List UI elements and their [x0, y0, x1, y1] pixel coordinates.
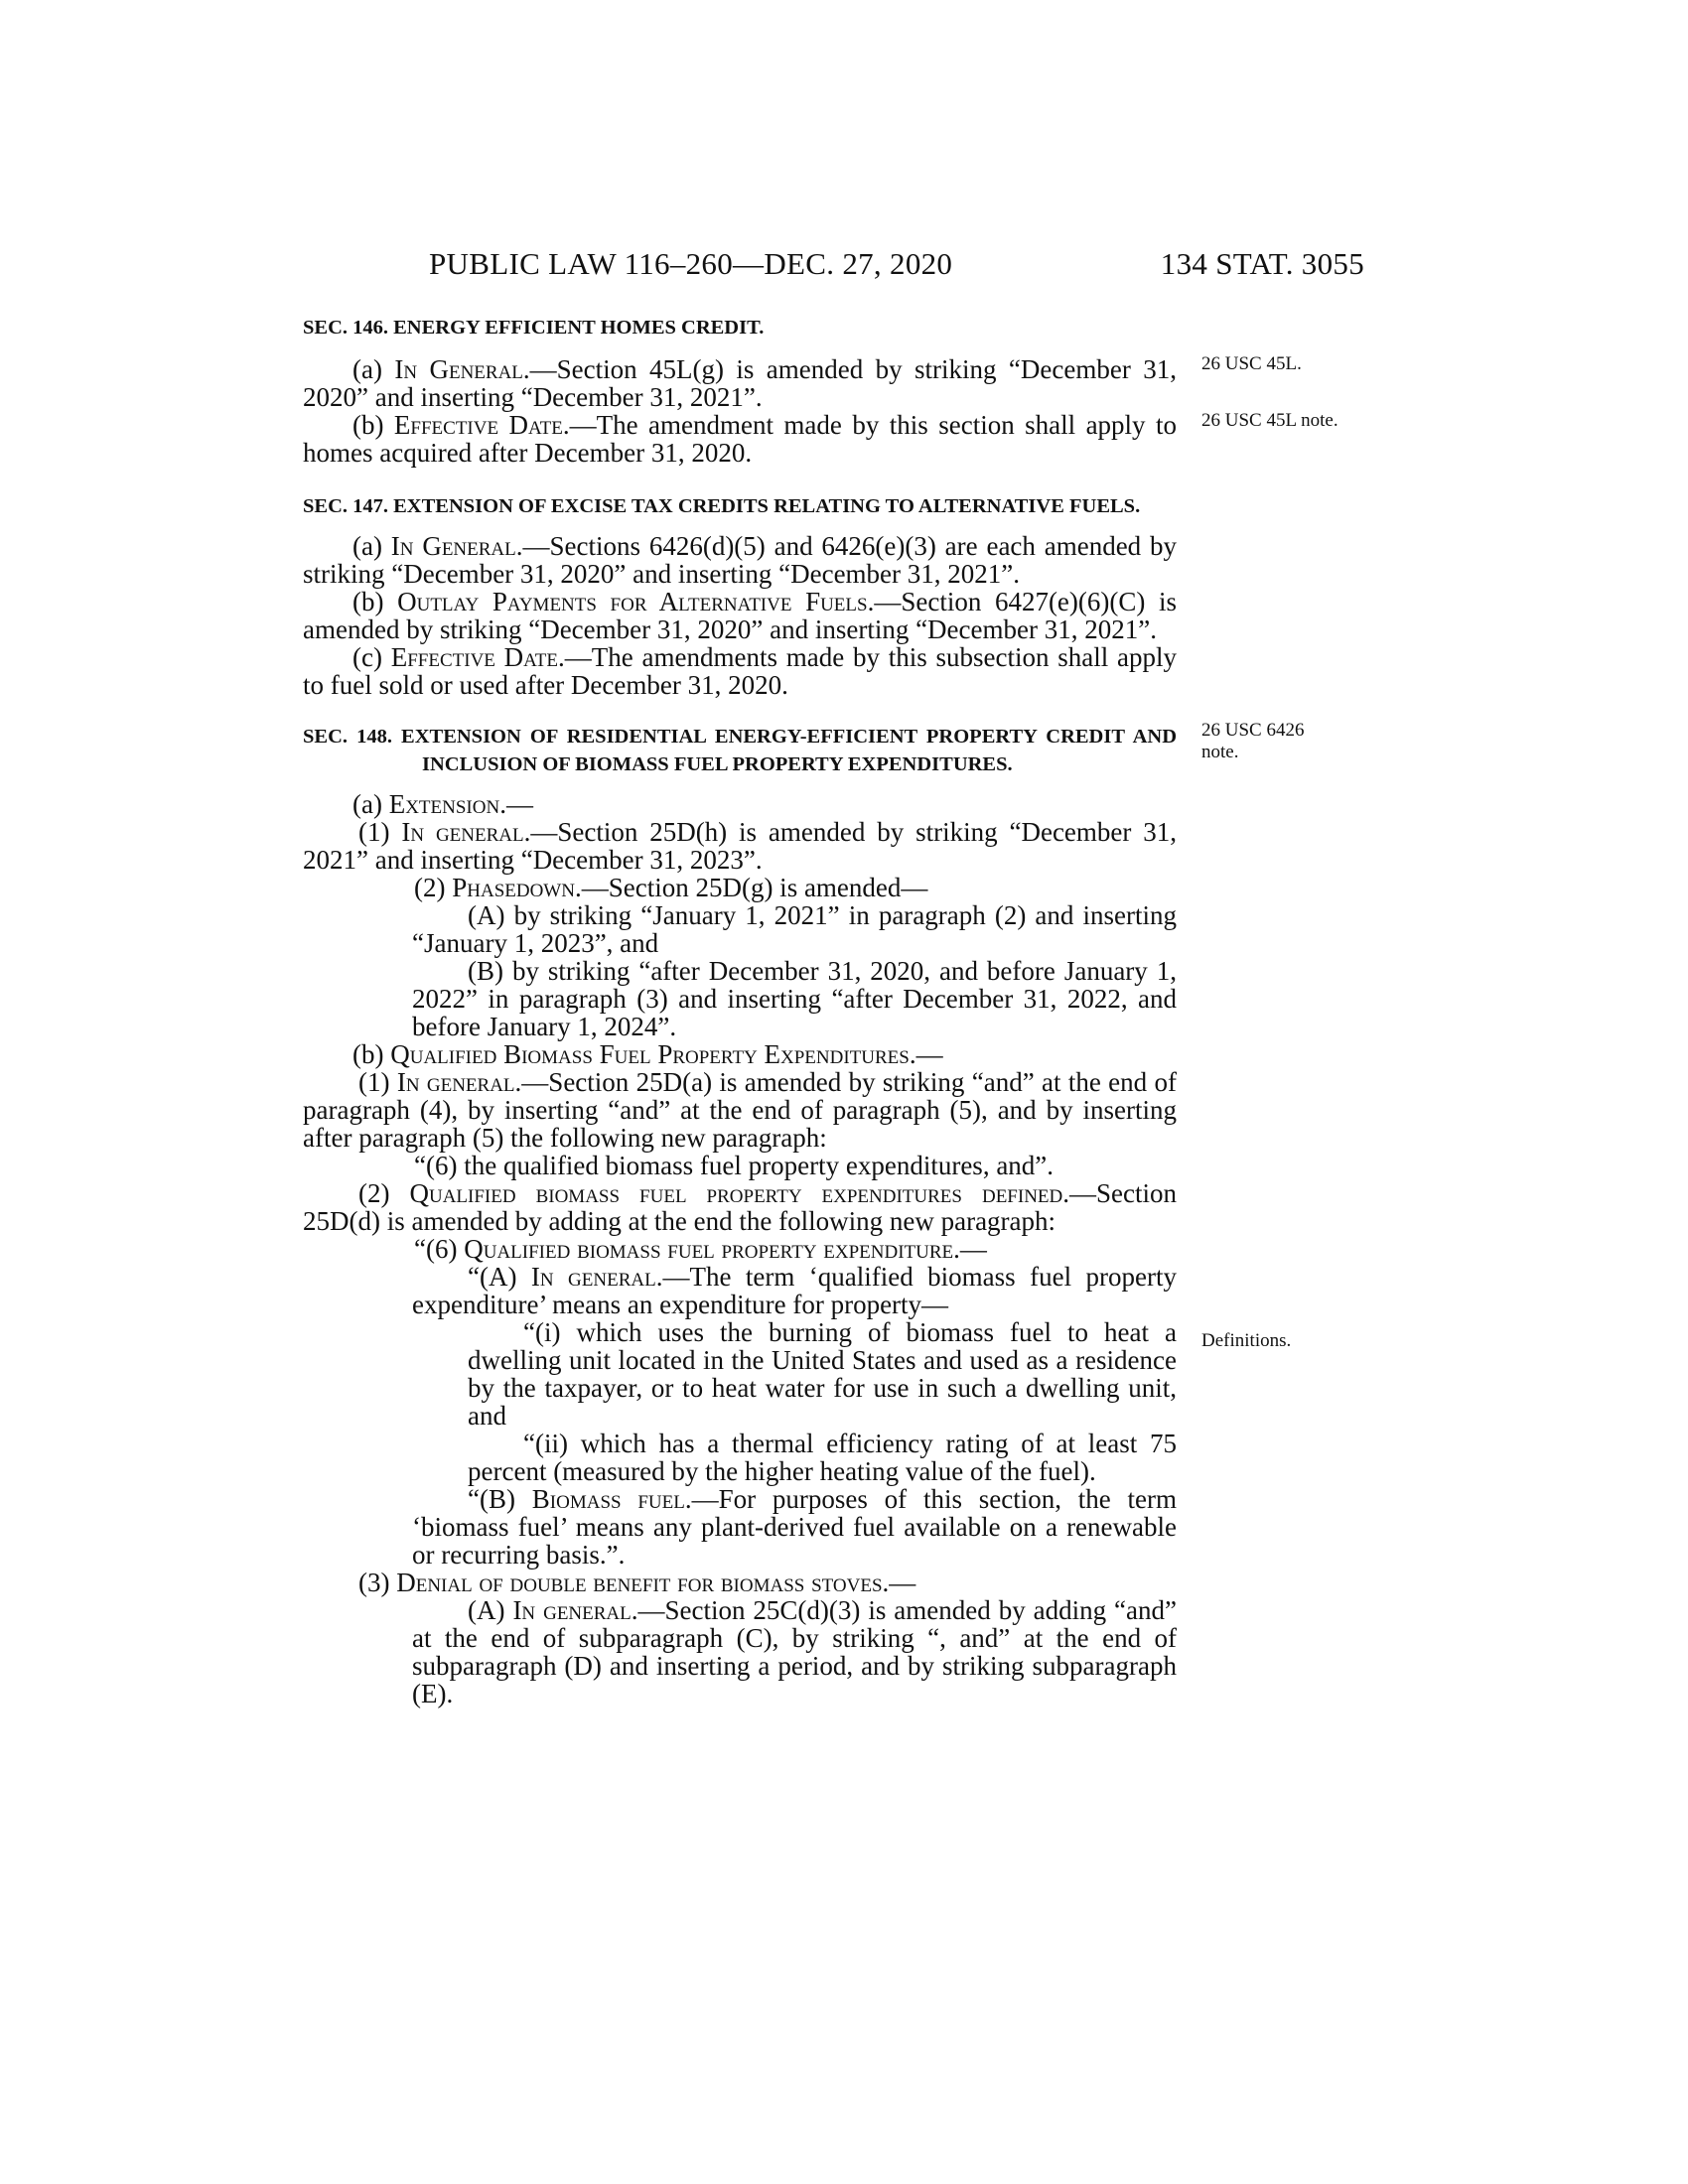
header-title: PUBLIC LAW 116–260—DEC. 27, 2020: [429, 246, 953, 281]
sec148-b3-subparagraph-a: (A) In general.—Section 25C(d)(3) is amended by adding “and” at the end of subparagraph (C), by striking “, and” at the end of subparagraph (D) and inserting a period, and by striking subparagraph (E).: [412, 1595, 1178, 1708]
sec146-subsection-a: (a) In General.—Section 45L(g) is amended by striking “December 31, 2020” and inserting “December 31, 2021”.: [303, 354, 1177, 412]
section-146-heading: SEC. 146. ENERGY EFFICIENT HOMES CREDIT.: [303, 317, 765, 339]
document-body: [303, 314, 1177, 1707]
sec148-a-paragraph-1: (1) In general.—Section 25D(h) is amended by striking “December 31, 2021” and inserting “December 31, 2023”.: [303, 817, 1178, 875]
sec147-subsection-a: (a) In General.—Sections 6426(d)(5) and 6426(e)(3) are each amended by striking “December 31, 2020” and inserting “December 31, 2021”.: [303, 531, 1177, 589]
sec148-quoted-subparagraph-a: “(A) In general.—The term ‘qualified biomass fuel property expenditure’ means an expenditure for property—: [412, 1262, 1178, 1319]
sec148-a2-subparagraph-a: (A) by striking “January 1, 2021” in paragraph (2) and inserting “January 1, 2023”, and: [412, 900, 1177, 958]
sec147-subsection-c: (c) Effective Date.—The amendments made by this subsection shall apply to fuel sold or used after December 31, 2020.: [303, 642, 1177, 700]
sec146-subsection-b: (b) Effective Date.—The amendment made by this section shall apply to homes acquired after December 31, 2020.: [303, 410, 1177, 468]
sec148-a-paragraph-2: (2) Phasedown.—Section 25D(g) is amended—: [414, 873, 928, 902]
sec148-quoted-paragraph-6: “(6) Qualified biomass fuel property expenditure.—: [414, 1234, 987, 1264]
header-stat-page: 134 STAT. 3055: [1160, 246, 1364, 281]
section-148-heading: SEC. 148. EXTENSION OF RESIDENTIAL ENERGY-EFFICIENT PROPERTY CREDIT AND INCLUSION OF BIOMASS FUEL PROPERTY EXPENDITURES.: [303, 726, 1177, 775]
margin-note-26usc6426-note: 26 USC 6426 note.: [1201, 720, 1305, 762]
margin-note-26usc45l: 26 USC 45L.: [1201, 353, 1302, 374]
margin-note-definitions: Definitions.: [1201, 1330, 1292, 1351]
sec148-quoted-clause-ii: “(ii) which has a thermal efficiency rating of at least 75 percent (measured by the higher heating value of the fuel).: [468, 1429, 1177, 1486]
margin-note-26usc45l-note: 26 USC 45L note.: [1201, 410, 1338, 431]
sec148-quoted-subparagraph-b: “(B) Biomass fuel.—For purposes of this section, the term ‘biomass fuel’ means any plant-derived fuel available on a renewable or recurring basis.”.: [412, 1484, 1177, 1570]
sec148-b-paragraph-2: (2) Qualified biomass fuel property expenditures defined.—Section 25D(d) is amended by adding at the end the following new paragraph:: [303, 1178, 1177, 1236]
sec148-quoted-clause-i: “(i) which uses the burning of biomass fuel to heat a dwelling unit located in the United States and used as a residence by the taxpayer, or to heat water for use in such a dwelling unit, and: [468, 1317, 1177, 1431]
sec148-subsection-b: (b) Qualified Biomass Fuel Property Expenditures.—: [352, 1039, 943, 1069]
sec148-subsection-a: (a) Extension.—: [352, 789, 533, 819]
sec147-subsection-b: (b) Outlay Payments for Alternative Fuels.—Section 6427(e)(6)(C) is amended by striking “December 31, 2020” and inserting “December 31, 2021”.: [303, 587, 1177, 644]
sec148-b-paragraph-3: (3) Denial of double benefit for biomass stoves.—: [358, 1568, 916, 1597]
sec148-a2-subparagraph-b: (B) by striking “after December 31, 2020, and before January 1, 2022” in paragraph (3) and inserting “after December 31, 2022, and before January 1, 2024”.: [412, 956, 1177, 1041]
section-147-heading: SEC. 147. EXTENSION OF EXCISE TAX CREDITS RELATING TO ALTERNATIVE FUELS.: [303, 495, 1141, 517]
sec148-b-paragraph-1: (1) In general.—Section 25D(a) is amended by striking “and” at the end of paragraph (4), by inserting “and” at the end of paragraph (5), and by inserting after paragraph (5) the following new paragraph:: [303, 1067, 1177, 1153]
sec148-b1-quoted-paragraph: “(6) the qualified biomass fuel property expenditures, and”.: [414, 1151, 1055, 1180]
